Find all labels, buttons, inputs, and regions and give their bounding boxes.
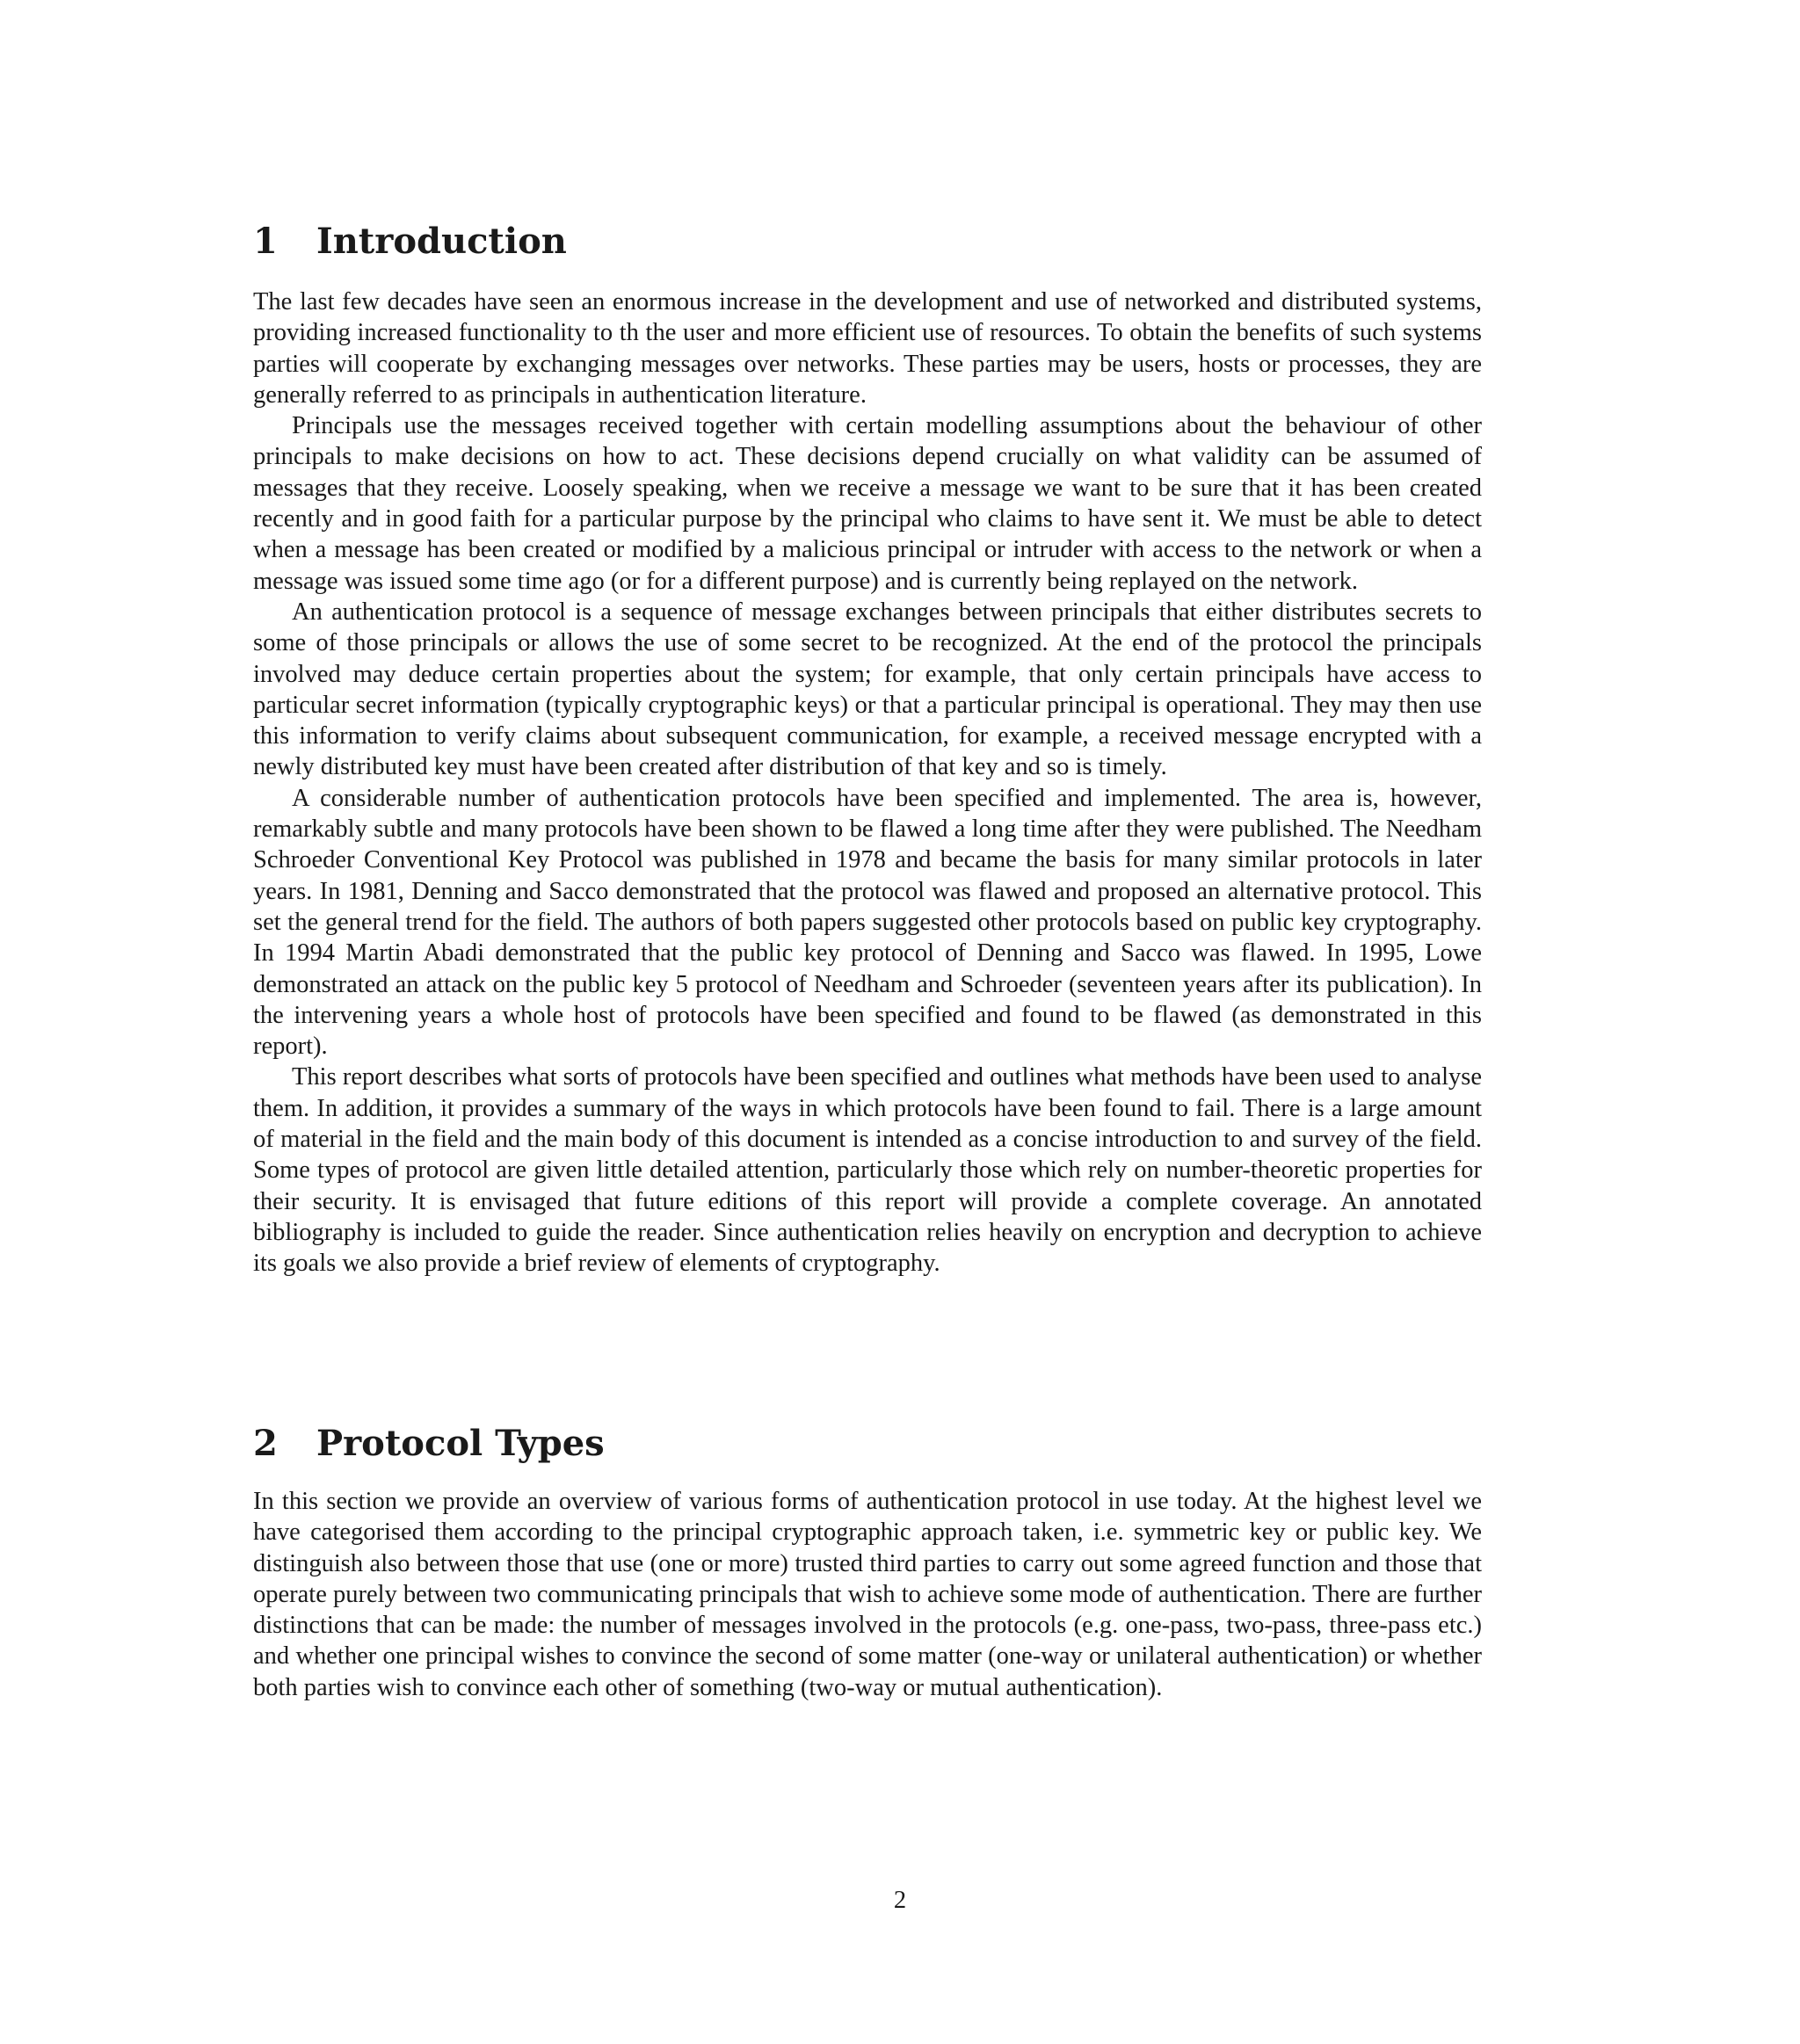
section-heading-protocol-types	[253, 1422, 1482, 1466]
paragraph: A considerable number of authentication protocols have been specified and implemented. The area is, however, remarkably subtle and many protocols have been shown to be flawed a long time after they were published. The Needham Schroeder Conventional Key Protocol was published in 1978 and became the basis for many similar protocols in later years. In 1981, Denning and Sacco demonstrated that the protocol was flawed and proposed an alternative protocol. This set the general trend for the field. The authors of both papers suggested other protocols based on public key cryptography. In 1994 Martin Abadi demonstrated that the public key protocol of Denning and Sacco was flawed. In 1995, Lowe demonstrated an attack on the public key 5 protocol of Needham and Schroeder (seventeen years after its publication). In the intervening years a whole host of protocols have been specified and found to be flawed (as demonstrated in this report).	[253, 784, 1482, 1061]
section-title: Protocol Types	[316, 1423, 605, 1464]
section-body-protocol-types	[253, 1486, 1482, 1703]
paragraph: This report describes what sorts of protocols have been specified and outlines what methods have been used to analyse them. In addition, it provides a summary of the ways in which protocols have been found to fail. There is a large amount of material in the field and the main body of this document is intended as a concise introduction to and survey of the field. Some types of protocol are given little detailed attention, particularly those which rely on number-theoretic properties for their security. It is envisaged that future editions of this report will provide a complete coverage. An annotated bibliography is included to guide the reader. Since authentication relies heavily on encryption and decryption to achieve its goals we also provide a brief review of elements of cryptography.	[253, 1063, 1482, 1278]
section-heading-introduction	[253, 220, 1482, 264]
paragraph: The last few decades have seen an enormous increase in the development and use of networked and distributed systems, providing increased functionality to th the user and more efficient use of resources. To obtain the benefits of such systems parties will cooperate by exchanging messages over networks. These parties may be users, hosts or processes, they are generally referred to as principals in authentication literature.	[253, 288, 1482, 409]
section-number: 1	[253, 221, 278, 262]
paragraph: In this section we provide an overview of various forms of authentication protocol in use today. At the highest level we have categorised them according to the principal cryptographic approach taken, i.e. symmetric key or public key. We distinguish also between those that use (one or more) trusted third parties to carry out some agreed function and those that operate purely between two communicating principals that wish to achieve some mode of authentication. There are further distinctions that can be made: the number of messages involved in the protocols (e.g. one-pass, two-pass, three-pass etc.) and whether one principal wishes to convince the second of some matter (one-way or unilateral authentication) or whether both parties wish to convince each other of something (two-way or mutual authentication).	[253, 1488, 1482, 1701]
section-title: Introduction	[316, 221, 567, 262]
paragraph: An authentication protocol is a sequence of message exchanges between principals that either distributes secrets to some of those principals or allows the use of some secret to be recognized. At the end of the protocol the principals involved may deduce certain properties about the system; for example, that only certain principals have access to particular secret information (typically cryptographic keys) or that a particular principal is operational. They may then use this information to verify claims about subsequent communication, for example, a received message encrypted with a newly distributed key must have been created after distribution of that key and so is timely.	[253, 598, 1482, 781]
section-number: 2	[253, 1423, 278, 1464]
section-body-introduction	[253, 286, 1482, 1279]
page-number: 2	[893, 1887, 907, 1914]
paragraph: Principals use the messages received together with certain modelling assumptions about the behaviour of other principals to make decisions on how to act. These decisions depend crucially on what validity can be assumed of messages that they receive. Loosely speaking, when we receive a message we want to be sure that it has been created recently and in good faith for a particular purpose by the principal who claims to have sent it. We must be able to detect when a message has been created or modified by a malicious principal or intruder with access to the network or when a message was issued some time ago (or for a different purpose) and is currently being replayed on the network.	[253, 412, 1482, 595]
